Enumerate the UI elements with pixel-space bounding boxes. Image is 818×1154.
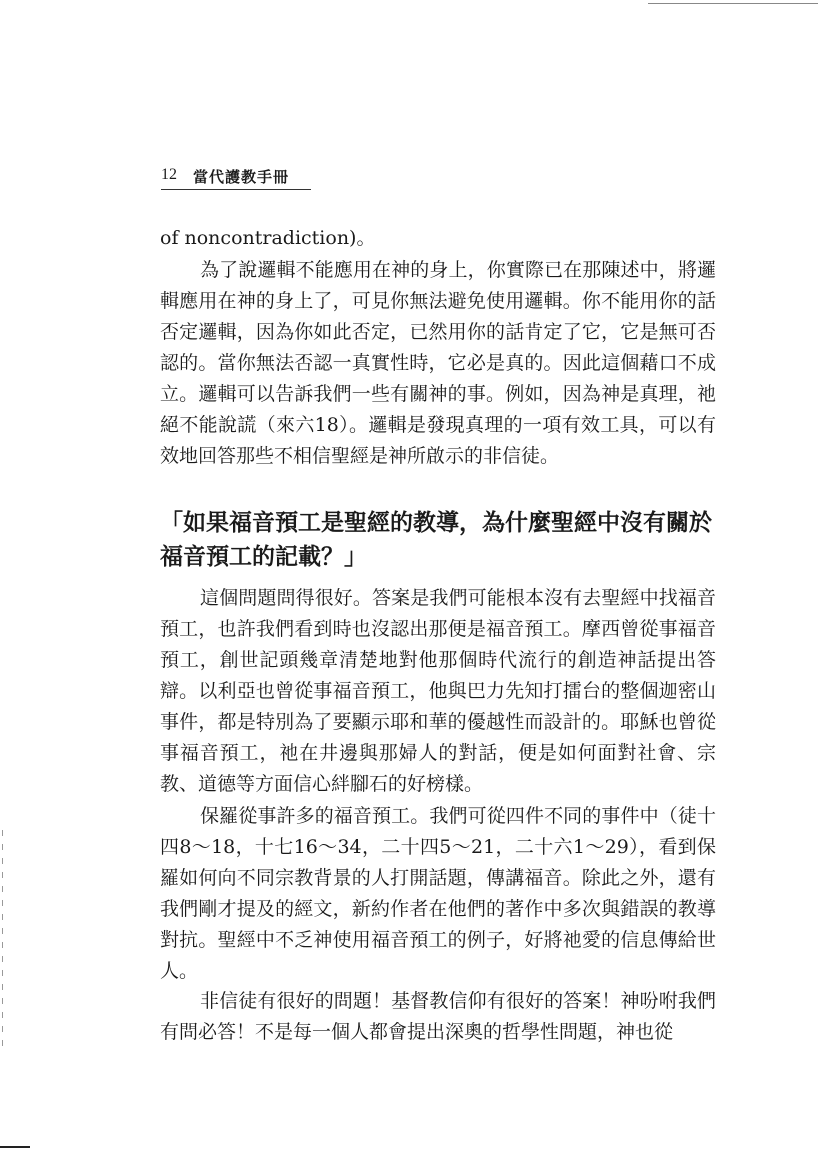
paragraph-answer: 這個問題問得很好。答案是我們可能根本沒有去聖經中找福音預工，也許我們看到時也沒認出那便是福音預工。摩西曾從事福音預工，創世記頭幾章清楚地對他那個時代流行的創造神話提出答辯。以利亞也曾從事福音預工，他與巴力先知打擂台的整個迦密山事件，都是特別為了要顯示耶和華的優越性而設計的。耶穌也曾從事福音預工，祂在井邊與那婦人的對話，便是如何面對社會、宗教、道德等方面信心絆腳石的好榜樣。 (160, 587, 716, 795)
scan-edge-mark-bottom (0, 1146, 30, 1148)
running-head (161, 166, 701, 192)
book-title: 當代護教手冊 (193, 168, 290, 186)
header-underline (161, 189, 311, 190)
page-number: 12 (161, 166, 177, 183)
paragraph-paul: 保羅從事許多的福音預工。我們可從四件不同的事件中（徒十四8～18，十七16～34，二十四5～21，二十六1～29），看到保羅如何向不同宗教背景的人打開話題，傳講福音。除此之外，還有我們剛才提及的經文，新約作者在他們的著作中多次與錯誤的教導對抗。聖經中不乏神使用福音預工的例子，好將祂愛的信息傳給世人。 (160, 805, 716, 982)
paragraph-continuation: of noncontradiction)。 (160, 227, 376, 249)
paragraph-logic: 為了說邏輯不能應用在神的身上，你實際已在那陳述中，將邏輯應用在神的身上了，可見你無法避免使用邏輯。你不能用你的話否定邏輯，因為你如此否定，已然用你的話肯定了它，它是無可否認的。當你無法否認一真實性時，它必是真的。因此這個藉口不成立。邏輯可以告訴我們一些有關神的事。例如，因為神是真理，祂絕不能說謊（來六18）。邏輯是發現真理的一項有效工具，可以有效地回答那些不相信聖經是神所啟示的非信徒。 (160, 259, 716, 467)
section-heading: 「如果福音預工是聖經的教導，為什麼聖經中沒有關於福音預工的記載？」 (160, 510, 712, 570)
scan-edge-mark-top (648, 3, 818, 4)
scan-edge-mark-left (2, 830, 3, 1050)
paragraph-closing: 非信徒有很好的問題！基督教信仰有很好的答案！神吩咐我們有問必答！不是每一個人都會提出深奧的哲學性問題，神也從 (160, 990, 716, 1043)
